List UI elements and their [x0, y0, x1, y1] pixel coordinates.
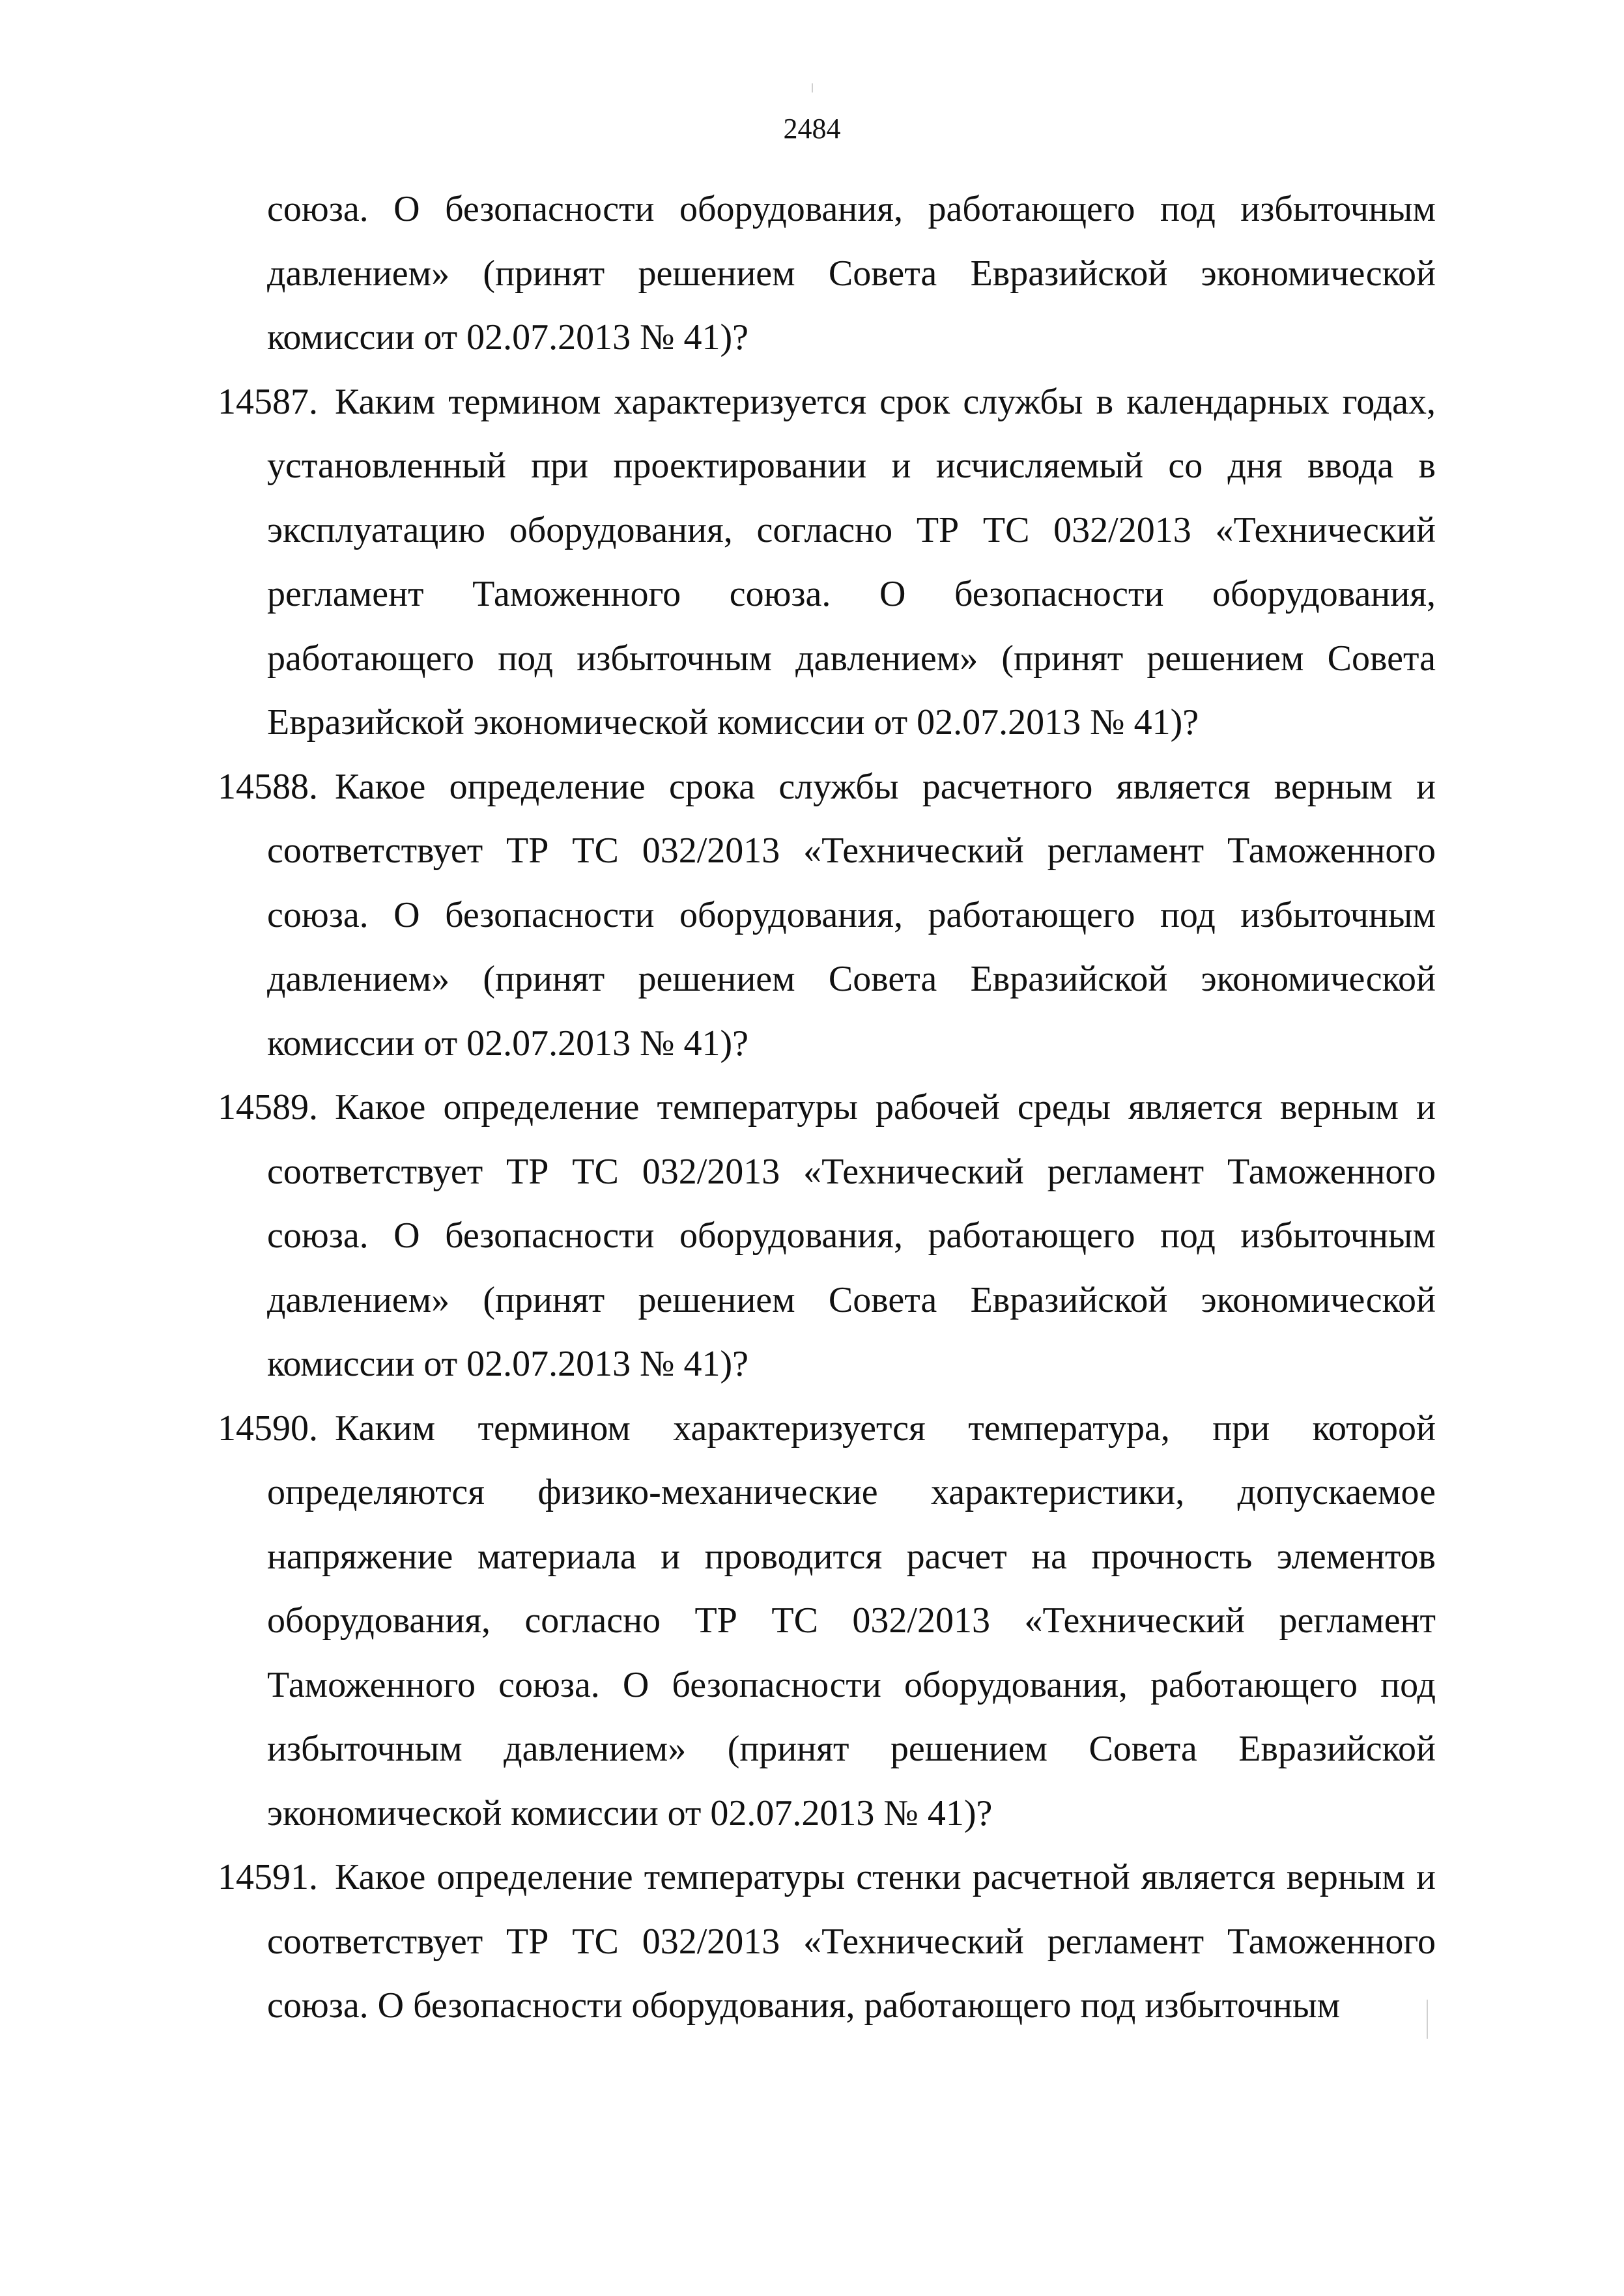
question-item — [218, 1396, 1436, 1846]
continuation-text: союза. О безопасности оборудования, работающего под избыточным давлением» (принят решением Совета Евразийской экономической комиссии от 02.07.2013 № 41)? — [267, 189, 1436, 358]
question-text: Каким термином характеризуется температура, при которой определяются физико-механические характеристики, допускаемое напряжение материала и проводится расчет на прочность элементов оборудования, согласно ТР ТС 032/2013 «Технический регламент Таможенного союза. О безопасности оборудования, работающего под избыточным давлением» (принят решением Совета Евразийской экономической комиссии от 02.07.2013 № 41)? — [267, 1408, 1436, 1834]
question-number: 14588. — [218, 766, 318, 807]
question-text: Какое определение температуры рабочей среды является верным и соответствует ТР ТС 032/2013 «Технический регламент Таможенного союза. О безопасности оборудования, работающего под избыточным давлением» (принят решением Совета Евразийской экономической комиссии от 02.07.2013 № 41)? — [267, 1087, 1436, 1384]
continuation-paragraph — [218, 177, 1436, 370]
question-text: Какое определение срока службы расчетного является верным и соответствует ТР ТС 032/2013 «Технический регламент Таможенного союза. О безопасности оборудования, работающего под избыточным давлением» (принят решением Совета Евразийской экономической комиссии от 02.07.2013 № 41)? — [267, 766, 1436, 1064]
question-item — [218, 1845, 1436, 2038]
question-item — [218, 370, 1436, 755]
question-text: Каким термином характеризуется срок службы в календарных годах, установленный при проектировании и исчисляемый со дня ввода в эксплуатацию оборудования, согласно ТР ТС 032/2013 «Технический регламент Таможенного союза. О безопасности оборудования, работающего под избыточным давлением» (принят решением Совета Евразийской экономической комиссии от 02.07.2013 № 41)? — [267, 381, 1436, 743]
page-number: 2484 — [783, 113, 841, 145]
question-number: 14587. — [218, 381, 318, 422]
scan-artifact-mark — [812, 83, 813, 92]
question-number: 14590. — [218, 1408, 318, 1449]
question-number: 14591. — [218, 1857, 318, 1897]
scan-edge-mark — [1427, 2000, 1428, 2039]
question-item — [218, 755, 1436, 1076]
question-item — [218, 1075, 1436, 1396]
question-number: 14589. — [218, 1087, 318, 1127]
document-body — [218, 177, 1436, 2038]
question-text: Какое определение температуры стенки расчетной является верным и соответствует ТР ТС 032/2013 «Технический регламент Таможенного союза. О безопасности оборудования, работающего под избыточным — [267, 1857, 1436, 2026]
